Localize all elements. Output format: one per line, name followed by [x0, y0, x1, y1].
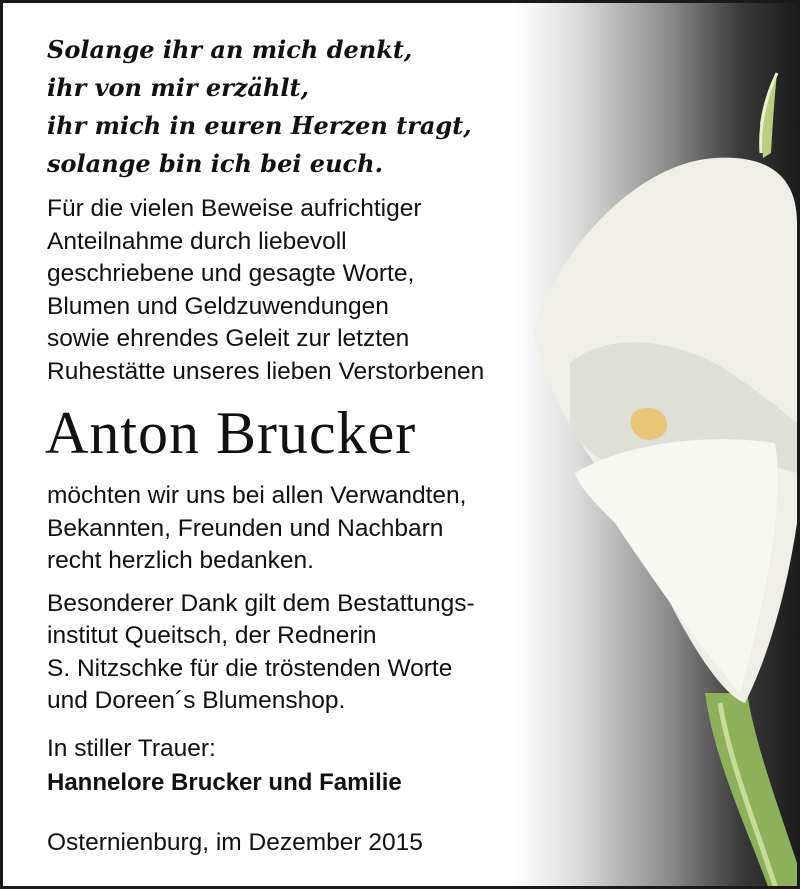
poem-line: ihr mich in euren Herzen tragt, [47, 111, 472, 140]
spacer [47, 578, 567, 588]
poem-line: solange bin ich bei euch. [47, 149, 383, 178]
obituary-text [47, 31, 567, 860]
thanks-line: Bekannten, Freunden und Nachbarn [47, 514, 444, 542]
signature-name: Hannelore Brucker und Familie [47, 768, 402, 796]
intro-line: Für die vielen Beweise aufrichtiger [47, 195, 422, 222]
intro-line: Anteilnahme durch liebevoll [47, 227, 347, 255]
signature-label: In stiller Trauer: [47, 734, 216, 762]
special-thanks-line: S. Nitzschke für die tröstenden Worte [47, 654, 453, 682]
special-thanks-line: institut Queitsch, der Rednerin [47, 622, 377, 649]
intro-line: Blumen und Geldzuwendungen [47, 292, 389, 320]
intro-paragraph [47, 193, 567, 388]
thanks-line: möchten wir uns bei allen Verwandten, [47, 482, 467, 509]
thanks-paragraph [47, 480, 567, 578]
poem [47, 31, 567, 183]
intro-line: Ruhestätte unseres lieben Verstorbenen [47, 357, 485, 385]
special-thanks-line: und Doreen´s Blumenshop. [47, 687, 346, 714]
special-thanks-line: Besonderer Dank gilt dem Bestattungs- [47, 589, 475, 617]
poem-line: Solange ihr an mich denkt, [47, 35, 413, 64]
thanks-line: recht herzlich bedanken. [47, 547, 314, 574]
poem-line: ihr von mir erzählt, [47, 73, 309, 102]
intro-line: sowie ehrendes Geleit zur letzten [47, 325, 410, 352]
special-thanks-paragraph [47, 588, 567, 718]
place-date: Osternienburg, im Dezember 2015 [47, 828, 423, 856]
deceased-name: Anton Brucker [45, 400, 417, 466]
intro-line: geschriebene und gesagte Worte, [47, 260, 415, 287]
